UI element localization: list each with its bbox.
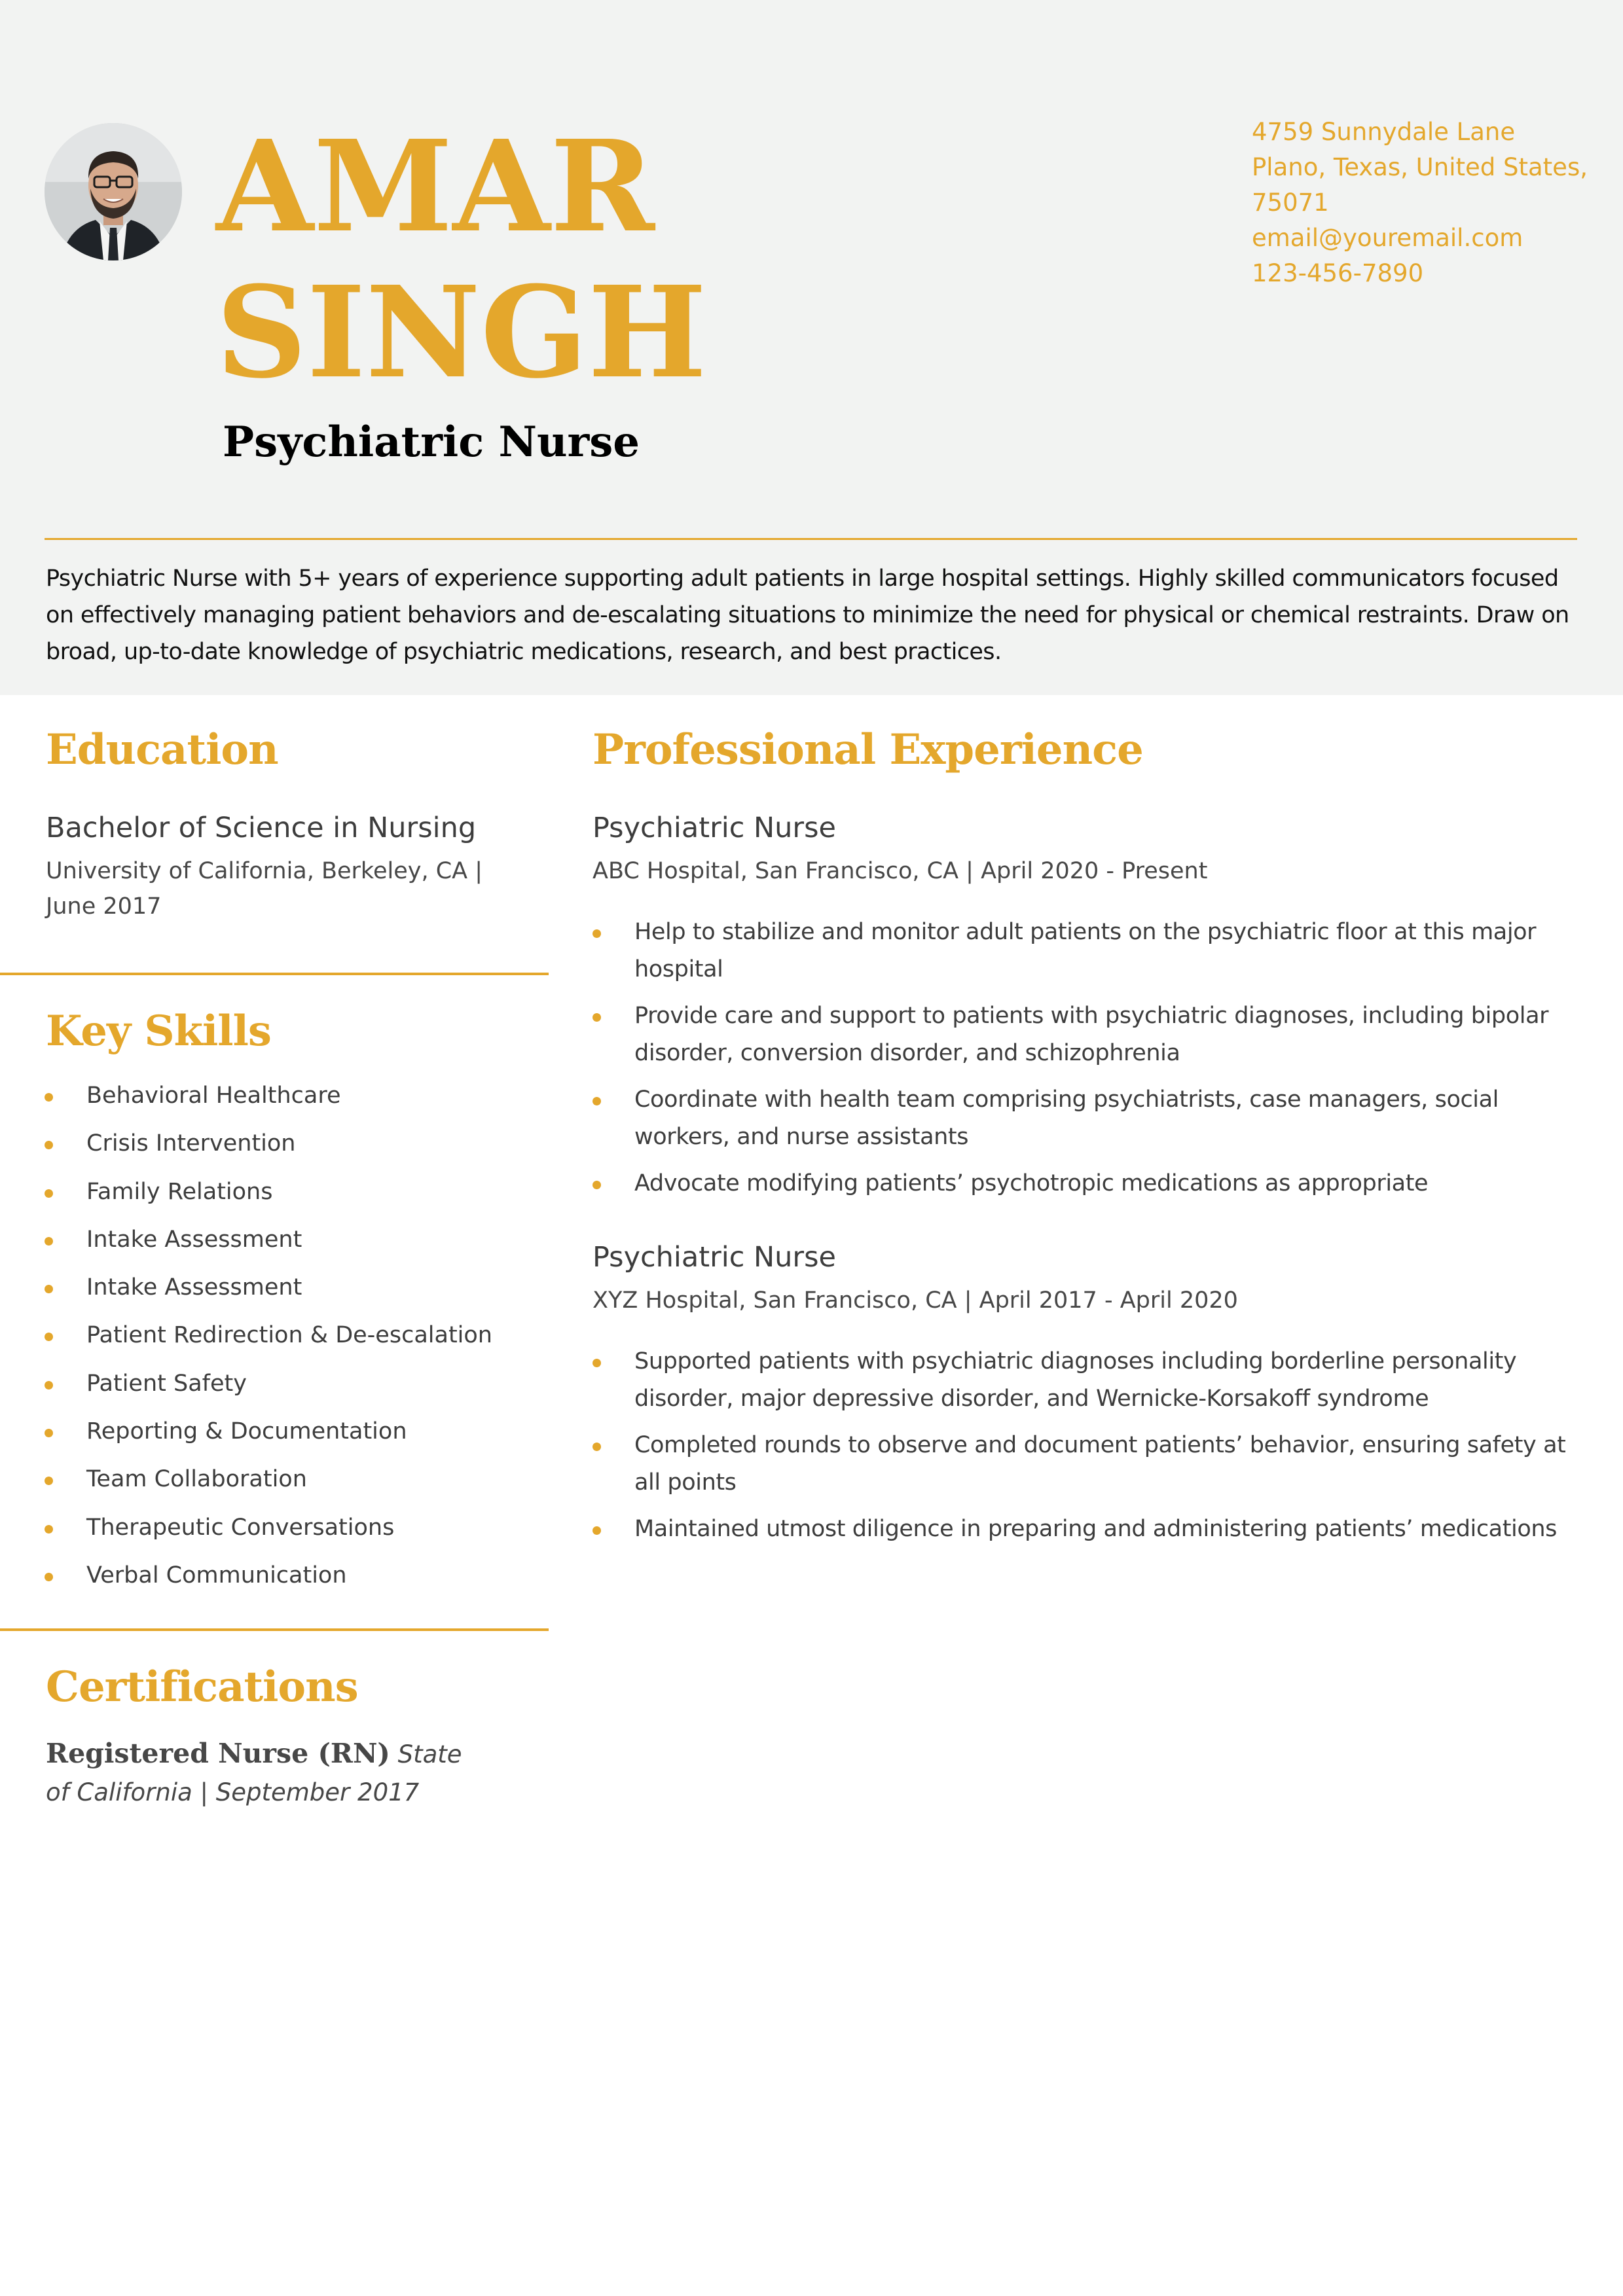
bullet-icon <box>593 1097 601 1105</box>
bullet-icon <box>45 1333 53 1341</box>
skill-label: Verbal Communication <box>86 1562 347 1588</box>
bullet-icon <box>593 1013 601 1022</box>
bullet-icon <box>45 1189 53 1198</box>
bullet-icon <box>593 1181 601 1189</box>
education-heading: Education <box>46 725 278 774</box>
skill-label: Crisis Intervention <box>86 1130 296 1157</box>
bullet-icon <box>45 1477 53 1485</box>
skill-item <box>45 1414 492 1462</box>
skill-item <box>45 1366 492 1414</box>
skill-label: Team Collaboration <box>86 1466 307 1493</box>
duty-item <box>593 1511 1568 1548</box>
skill-item <box>45 1126 492 1174</box>
skill-label: Patient Redirection & De-escalation <box>86 1322 492 1349</box>
bullet-icon <box>45 1237 53 1246</box>
duty-text: Advocate modifying patients’ psychotropic medications as appropriate <box>634 1170 1429 1196</box>
certification-entry <box>46 1734 465 1812</box>
bullet-icon <box>593 1526 601 1535</box>
skill-item <box>45 1222 492 1270</box>
job-1-details: ABC Hospital, San Francisco, CA | April 2020 - Present <box>593 858 1208 884</box>
job-title: Psychiatric Nurse <box>223 418 640 467</box>
skill-label: Intake Assessment <box>86 1226 302 1253</box>
contact-info <box>1252 115 1592 291</box>
bullet-icon <box>593 929 601 938</box>
phone[interactable]: 123-456-7890 <box>1252 259 1424 287</box>
education-details: University of California, Berkeley, CA | June 2017 <box>46 858 483 920</box>
duty-item <box>593 1343 1568 1418</box>
certifications-heading: Certifications <box>46 1662 358 1712</box>
skill-item <box>45 1270 492 1318</box>
duty-item <box>593 914 1568 988</box>
email[interactable]: email@youremail.com <box>1252 224 1523 252</box>
job-2-title: Psychiatric Nurse <box>593 1241 836 1274</box>
profile-photo <box>45 123 182 260</box>
duty-text: Supported patients with psychiatric diagnoses including borderline personality disorder, major depressive disorder, and Wernicke-Korsakoff syndrome <box>634 1348 1517 1412</box>
education-degree: Bachelor of Science in Nursing <box>46 812 477 844</box>
bullet-icon <box>45 1285 53 1293</box>
certification-detail: State of California | September 2017 <box>46 1740 462 1806</box>
bullet-icon <box>593 1443 601 1451</box>
job-1-title: Psychiatric Nurse <box>593 812 836 844</box>
job-2-duties <box>593 1343 1568 1557</box>
duty-text: Coordinate with health team comprising psychiatrists, case managers, social workers, and nurse assistants <box>634 1086 1499 1150</box>
skills-heading: Key Skills <box>46 1007 271 1056</box>
bullet-icon <box>45 1525 53 1534</box>
skills-list <box>45 1078 492 1605</box>
job-1-duties <box>593 914 1568 1211</box>
education-divider <box>0 973 549 975</box>
skills-divider <box>0 1628 549 1631</box>
first-name: AMAR <box>216 113 655 260</box>
address-line-1: 4759 Sunnydale Lane <box>1252 118 1516 146</box>
duty-item <box>593 1165 1568 1202</box>
duty-text: Provide care and support to patients with psychiatric diagnoses, including bipolar disorder, conversion disorder, and schizophrenia <box>634 1003 1549 1066</box>
skill-label: Family Relations <box>86 1178 273 1205</box>
skill-label: Reporting & Documentation <box>86 1418 407 1445</box>
bullet-icon <box>45 1093 53 1102</box>
certification-name: Registered Nurse (RN) <box>46 1738 390 1769</box>
bullet-icon <box>45 1381 53 1390</box>
skill-item <box>45 1510 492 1558</box>
duty-text: Help to stabilize and monitor adult patients on the psychiatric floor at this major hospital <box>634 919 1537 982</box>
experience-heading: Professional Experience <box>593 725 1143 774</box>
last-name: SINGH <box>216 259 707 406</box>
bullet-icon <box>45 1573 53 1581</box>
duty-text: Maintained utmost diligence in preparing and administering patients’ medications <box>634 1516 1557 1542</box>
bullet-icon <box>593 1359 601 1367</box>
skill-item <box>45 1558 492 1605</box>
duty-item <box>593 1081 1568 1156</box>
skill-item <box>45 1078 492 1126</box>
header-divider <box>45 538 1577 540</box>
skill-label: Patient Safety <box>86 1370 247 1397</box>
skill-item <box>45 1174 492 1222</box>
duty-text: Completed rounds to observe and document patients’ behavior, ensuring safety at all points <box>634 1432 1566 1496</box>
skill-item <box>45 1462 492 1509</box>
duty-item <box>593 997 1568 1072</box>
summary: Psychiatric Nurse with 5+ years of experience supporting adult patients in large hospital settings. Highly skilled communicators focused on effectively managing patient behaviors and de-escalating situations to minimize the need for physical or chemical restraints. Draw on broad, up-to-date knowledge of psychiatric medications, research, and best practices. <box>46 565 1569 665</box>
skill-label: Behavioral Healthcare <box>86 1083 341 1109</box>
skill-item <box>45 1318 492 1365</box>
skill-label: Therapeutic Conversations <box>86 1514 395 1541</box>
duty-item <box>593 1427 1568 1501</box>
bullet-icon <box>45 1429 53 1437</box>
skill-label: Intake Assessment <box>86 1274 302 1301</box>
address-line-2: Plano, Texas, United States, 75071 <box>1252 153 1588 217</box>
job-2-details: XYZ Hospital, San Francisco, CA | April 2017 - April 2020 <box>593 1287 1238 1314</box>
bullet-icon <box>45 1141 53 1149</box>
